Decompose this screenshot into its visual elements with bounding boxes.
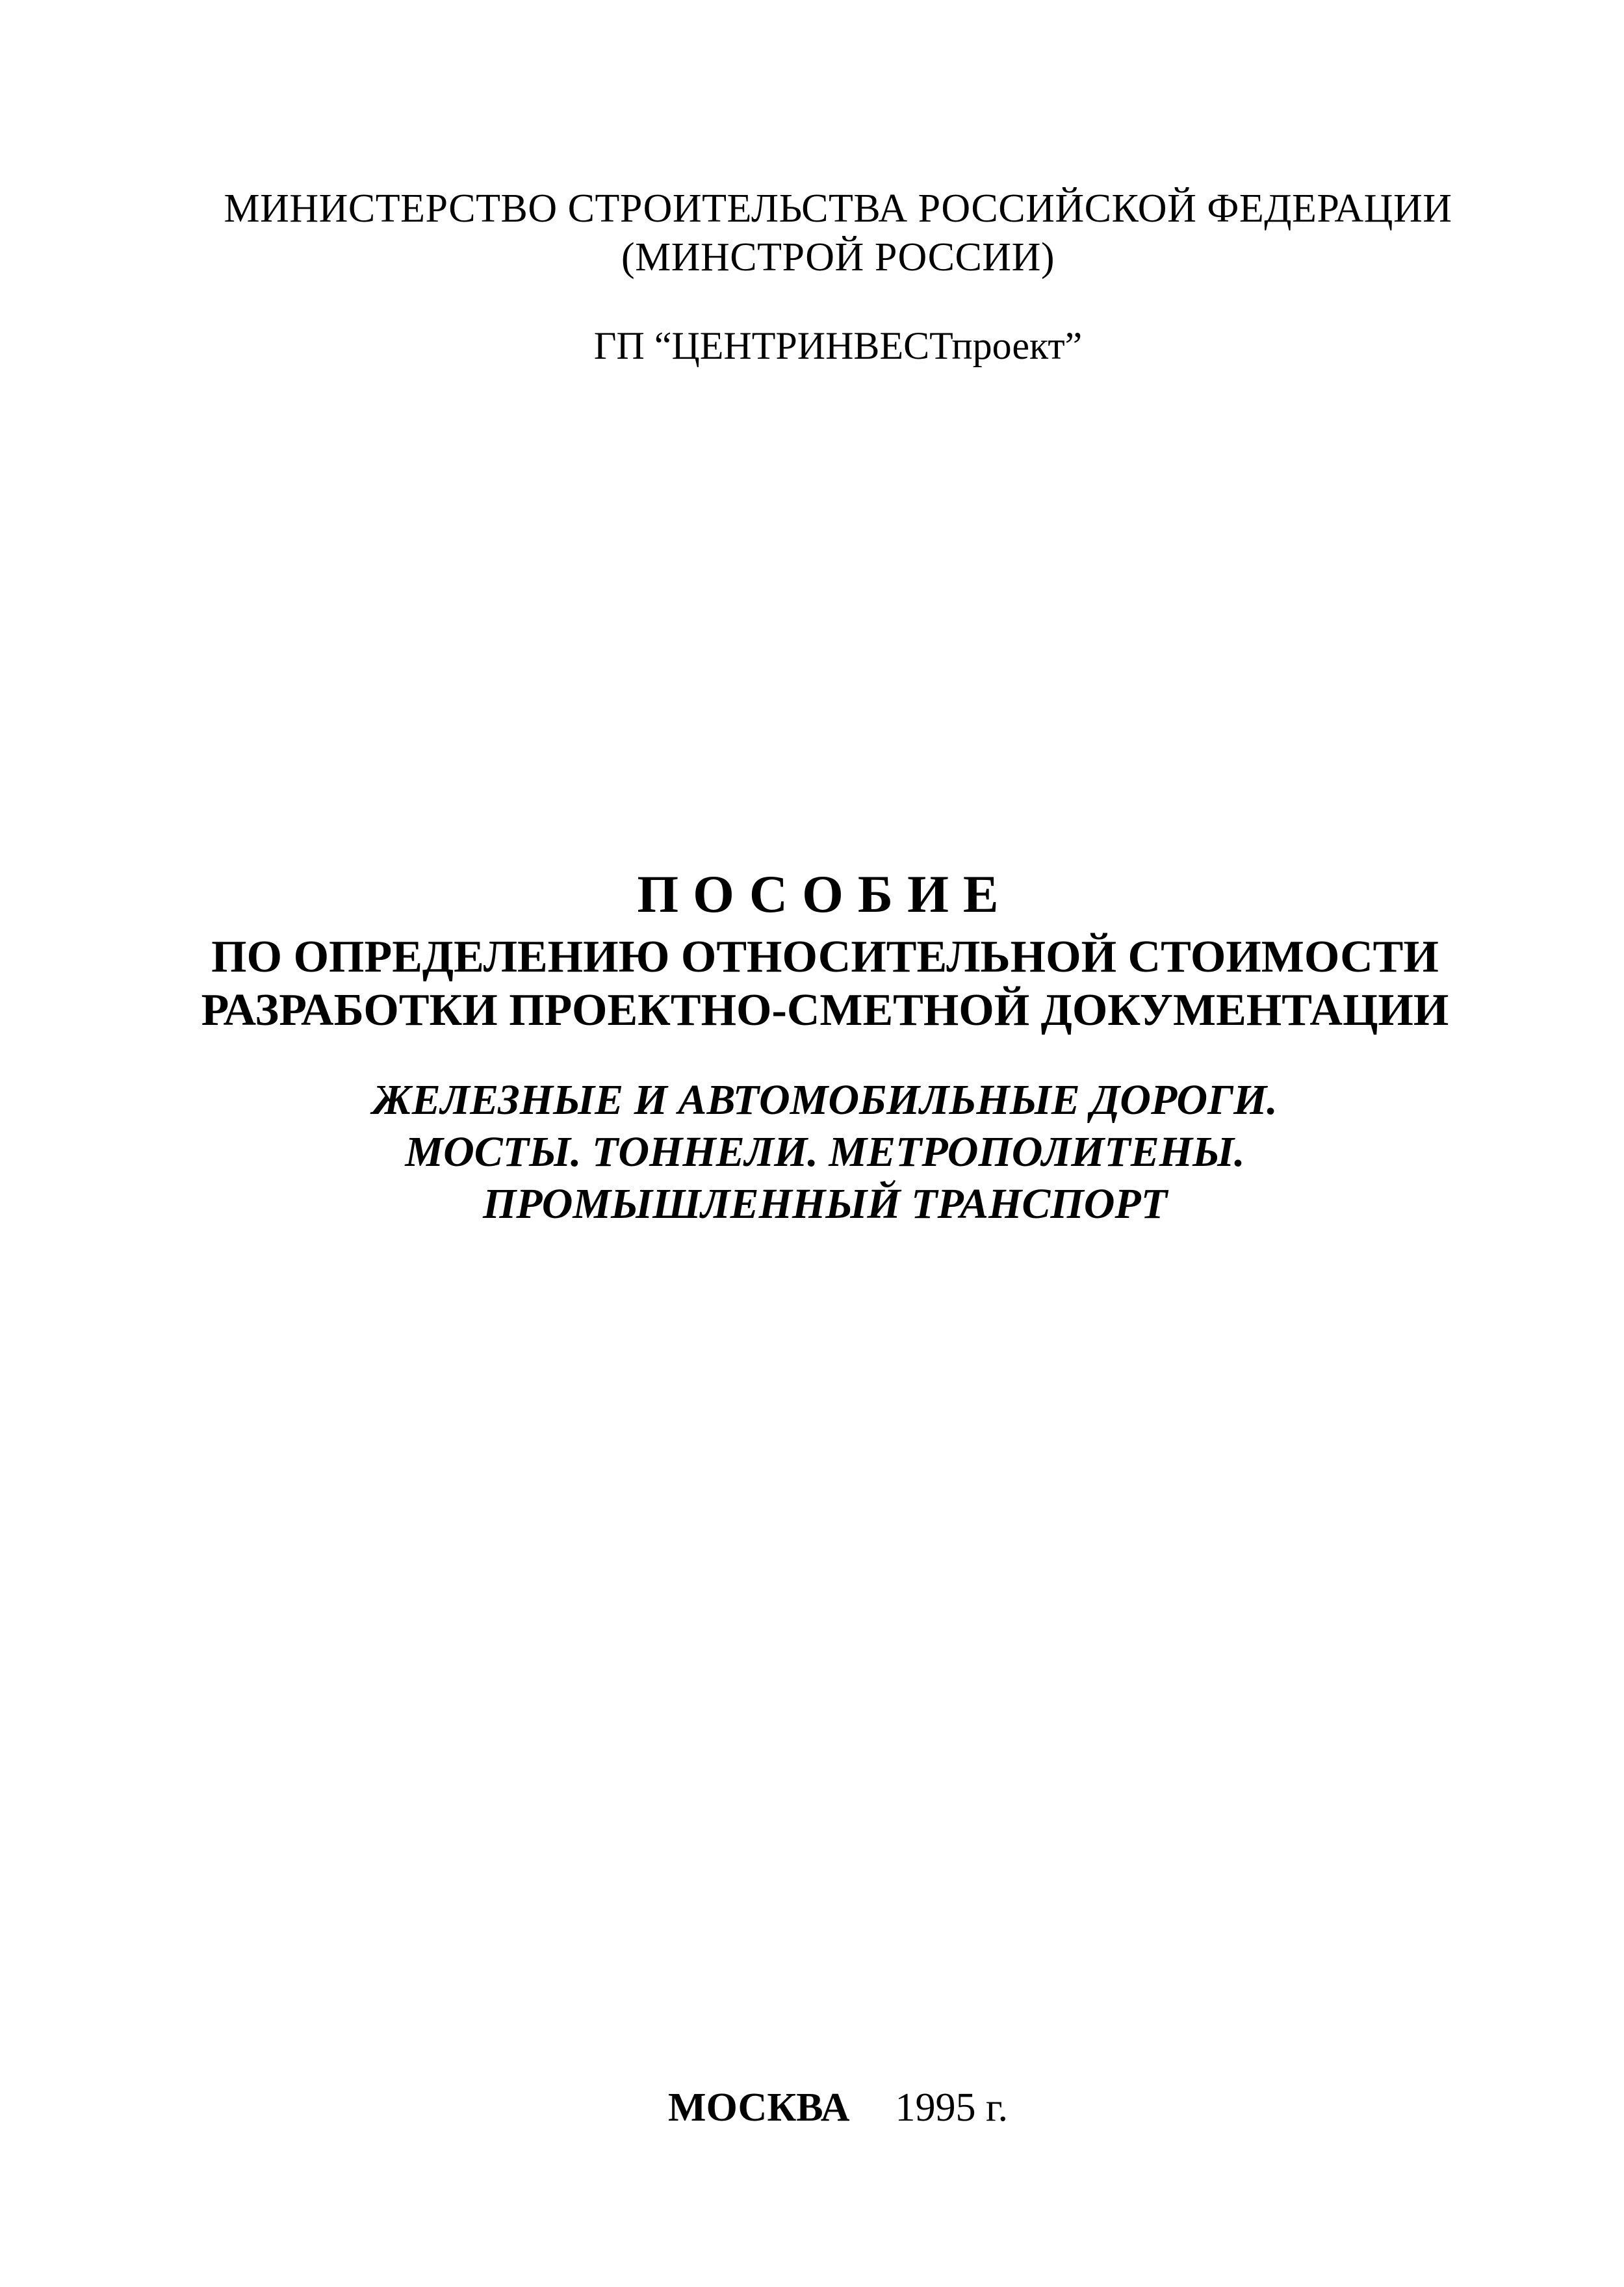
theme-line-3: ПРОМЫШЛЕННЫЙ ТРАНСПОРТ (482, 1180, 1168, 1228)
publication-footer (26, 2087, 1624, 2128)
theme-line-2: МОСТЫ. ТОННЕЛИ. МЕТРОПОЛИТЕНЫ. (405, 1128, 1245, 1176)
document-subtitle-line-2: РАЗРАБОТКИ ПРОЕКТНО-СМЕТНОЙ ДОКУМЕНТАЦИИ (201, 985, 1449, 1035)
ministry-name: МИНИСТЕРСТВО СТРОИТЕЛЬСТВА РОССИЙСКОЙ ФЕДЕРАЦИИ (224, 187, 1452, 231)
document-title: ПОСОБИЕ (637, 864, 1013, 924)
publication-city: МОСКВА (668, 2086, 850, 2130)
publication-year: 1995 г. (895, 2086, 1008, 2130)
theme-line-1: ЖЕЛЕЗНЫЕ И АВТОМОБИЛЬНЫЕ ДОРОГИ. (372, 1076, 1278, 1124)
organization-name: ГП “ЦЕНТРИНВЕСТпроект” (593, 324, 1083, 367)
ministry-abbreviation: (МИНСТРОЙ РОССИИ) (621, 235, 1055, 279)
document-subtitle-line-1: ПО ОПРЕДЕЛЕНИЮ ОТНОСИТЕЛЬНОЙ СТОИМОСТИ (211, 932, 1439, 982)
